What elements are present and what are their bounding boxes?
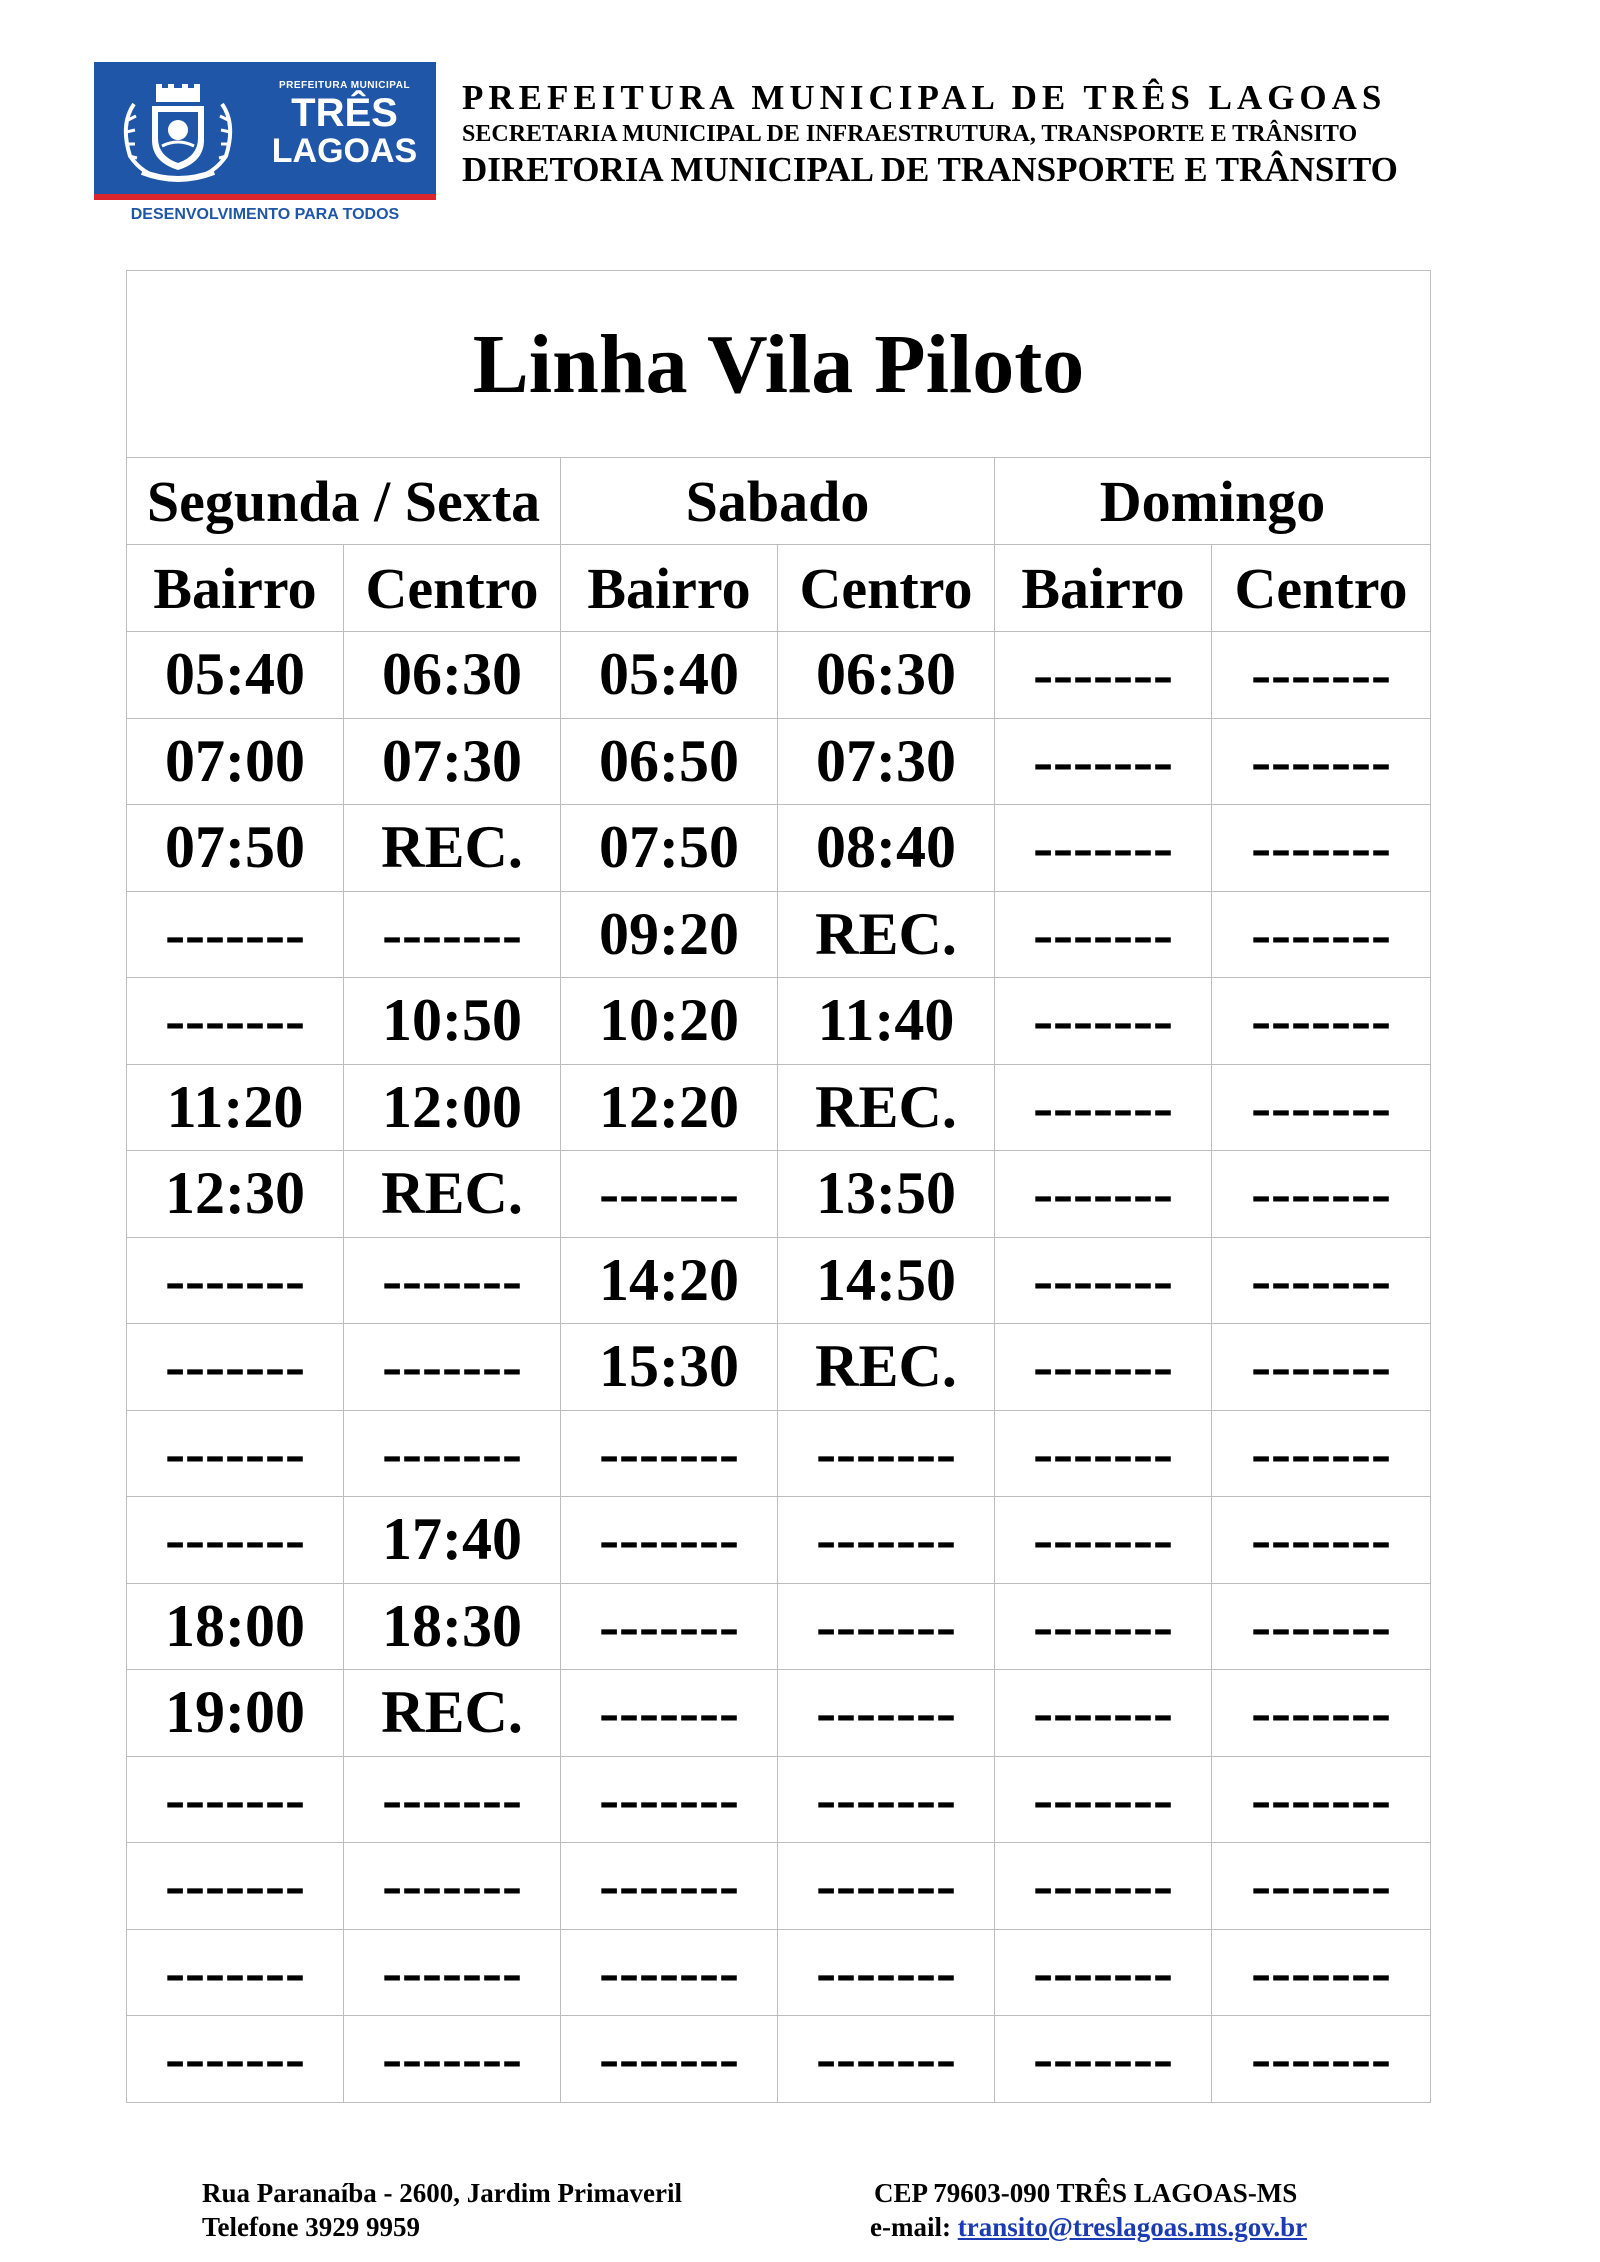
schedule-cell: REC. <box>344 1151 561 1238</box>
schedule-cell: ------- <box>995 805 1212 892</box>
schedule-cell: ------- <box>561 1410 778 1497</box>
schedule-cell: 11:40 <box>778 978 995 1065</box>
schedule-cell: ------- <box>1212 2016 1431 2103</box>
schedule-cell: ------- <box>778 1670 995 1757</box>
schedule-cell: ------- <box>127 1756 344 1843</box>
schedule-table <box>126 270 1431 2103</box>
title-row <box>127 271 1431 458</box>
logo-small-text: PREFEITURA MUNICIPAL <box>278 80 411 91</box>
schedule-cell: 14:20 <box>561 1237 778 1324</box>
schedule-row <box>127 891 1431 978</box>
footer-address: Rua Paranaíba - 2600, Jardim Primaveril <box>202 2178 682 2208</box>
schedule-cell: ------- <box>344 1410 561 1497</box>
schedule-cell: ------- <box>1212 978 1431 1065</box>
schedule-cell: REC. <box>778 1064 995 1151</box>
col-header-bairro: Bairro <box>561 545 778 632</box>
logo-banner <box>94 62 436 200</box>
schedule-cell: ------- <box>995 1410 1212 1497</box>
schedule-cell: ------- <box>995 2016 1212 2103</box>
schedule-cell: ------- <box>127 1843 344 1930</box>
schedule-cell: 13:50 <box>778 1151 995 1238</box>
schedule-cell: ------- <box>778 1497 995 1584</box>
schedule-cell: REC. <box>344 1670 561 1757</box>
schedule-cell: ------- <box>344 1324 561 1411</box>
schedule-cell: 15:30 <box>561 1324 778 1411</box>
schedule-cell: REC. <box>778 1324 995 1411</box>
prefeitura-logo <box>94 62 436 240</box>
schedule-cell: ------- <box>995 1237 1212 1324</box>
schedule-cell: ------- <box>1212 1843 1431 1930</box>
schedule-cell: ------- <box>778 1583 995 1670</box>
schedule-cell: ------- <box>1212 1497 1431 1584</box>
logo-city-line1: TRÊS <box>291 91 398 135</box>
schedule-row <box>127 718 1431 805</box>
schedule-title: Linha Vila Piloto <box>127 271 1431 458</box>
schedule-cell: 07:30 <box>778 718 995 805</box>
schedule-cell: 12:00 <box>344 1064 561 1151</box>
schedule-row <box>127 1410 1431 1497</box>
schedule-cell: ------- <box>344 1237 561 1324</box>
col-header-bairro: Bairro <box>995 545 1212 632</box>
schedule-cell: ------- <box>1212 1151 1431 1238</box>
schedule-cell: 18:00 <box>127 1583 344 1670</box>
day-sunday: Domingo <box>995 458 1431 545</box>
schedule-cell: ------- <box>561 1583 778 1670</box>
logo-city-line2: LAGOAS <box>271 132 418 170</box>
schedule-cell: ------- <box>995 1670 1212 1757</box>
schedule-cell: ------- <box>1212 805 1431 892</box>
schedule-cell: 10:20 <box>561 978 778 1065</box>
schedule-cell: ------- <box>995 1583 1212 1670</box>
schedule-cell: ------- <box>995 1497 1212 1584</box>
col-header-centro: Centro <box>1212 545 1431 632</box>
header-secretaria: SECRETARIA MUNICIPAL DE INFRAESTRUTURA, TRANSPORTE E TRÂNSITO <box>462 121 1358 147</box>
day-saturday: Sabado <box>561 458 995 545</box>
schedule-cell: ------- <box>995 1324 1212 1411</box>
footer-email-link[interactable]: transito@treslagoas.ms.gov.br <box>957 2212 1308 2242</box>
schedule-cell: ------- <box>1212 891 1431 978</box>
schedule-row <box>127 1670 1431 1757</box>
direction-header-row <box>127 545 1431 632</box>
schedule-cell: ------- <box>778 1843 995 1930</box>
col-header-bairro: Bairro <box>127 545 344 632</box>
schedule-row <box>127 1929 1431 2016</box>
col-header-centro: Centro <box>778 545 995 632</box>
schedule-row <box>127 632 1431 719</box>
schedule-cell: ------- <box>561 1151 778 1238</box>
schedule-cell: ------- <box>995 1756 1212 1843</box>
schedule-row <box>127 1064 1431 1151</box>
header-prefeitura: PREFEITURA MUNICIPAL DE TRÊS LAGOAS <box>462 78 1387 117</box>
schedule-cell: 08:40 <box>778 805 995 892</box>
schedule-cell: ------- <box>778 1929 995 2016</box>
schedule-cell: ------- <box>127 1237 344 1324</box>
schedule-cell: 19:00 <box>127 1670 344 1757</box>
schedule-cell: ------- <box>561 1843 778 1930</box>
schedule-cell: 11:20 <box>127 1064 344 1151</box>
schedule-cell: ------- <box>127 891 344 978</box>
schedule-cell: ------- <box>127 1929 344 2016</box>
schedule-cell: ------- <box>778 1756 995 1843</box>
schedule-cell: 05:40 <box>561 632 778 719</box>
schedule-row <box>127 1843 1431 1930</box>
schedule-cell: 12:20 <box>561 1064 778 1151</box>
schedule-cell: ------- <box>995 1843 1212 1930</box>
schedule-cell: ------- <box>127 2016 344 2103</box>
schedule-cell: 06:30 <box>778 632 995 719</box>
schedule-cell: 07:00 <box>127 718 344 805</box>
schedule-cell: 10:50 <box>344 978 561 1065</box>
schedule-cell: ------- <box>561 1670 778 1757</box>
schedule-cell: ------- <box>1212 632 1431 719</box>
schedule-cell: 06:30 <box>344 632 561 719</box>
schedule-row <box>127 1151 1431 1238</box>
schedule-cell: ------- <box>1212 1410 1431 1497</box>
schedule-cell: ------- <box>127 1497 344 1584</box>
schedule-cell: 05:40 <box>127 632 344 719</box>
schedule-cell: ------- <box>995 718 1212 805</box>
schedule-row <box>127 2016 1431 2103</box>
schedule-cell: 07:50 <box>127 805 344 892</box>
schedule-cell: 14:50 <box>778 1237 995 1324</box>
schedule-cell: ------- <box>344 1929 561 2016</box>
schedule-cell: ------- <box>127 1324 344 1411</box>
schedule-row <box>127 1497 1431 1584</box>
schedule-cell: ------- <box>561 2016 778 2103</box>
header-diretoria: DIRETORIA MUNICIPAL DE TRANSPORTE E TRÂNSITO <box>462 150 1398 189</box>
schedule-cell: ------- <box>778 2016 995 2103</box>
footer-email-label: e-mail: <box>870 2212 958 2242</box>
schedule-cell: ------- <box>995 1151 1212 1238</box>
schedule-cell: ------- <box>561 1756 778 1843</box>
day-weekdays: Segunda / Sexta <box>127 458 561 545</box>
col-header-centro: Centro <box>344 545 561 632</box>
schedule-cell: ------- <box>127 1410 344 1497</box>
schedule-cell: ------- <box>995 978 1212 1065</box>
schedule-row <box>127 1237 1431 1324</box>
day-header-row <box>127 458 1431 545</box>
schedule-cell: ------- <box>561 1497 778 1584</box>
schedule-cell: ------- <box>1212 1756 1431 1843</box>
schedule-cell: 09:20 <box>561 891 778 978</box>
coat-of-arms-icon <box>112 74 244 186</box>
schedule-cell: ------- <box>995 1064 1212 1151</box>
schedule-cell: ------- <box>344 891 561 978</box>
schedule-row <box>127 1583 1431 1670</box>
schedule-cell: ------- <box>995 632 1212 719</box>
footer-phone: Telefone 3929 9959 <box>202 2212 420 2242</box>
schedule-cell: ------- <box>1212 718 1431 805</box>
schedule-cell: ------- <box>1212 1583 1431 1670</box>
schedule-cell: ------- <box>1212 1324 1431 1411</box>
schedule-cell: ------- <box>1212 1064 1431 1151</box>
schedule-cell: ------- <box>778 1410 995 1497</box>
schedule-cell: ------- <box>995 891 1212 978</box>
footer-cep: CEP 79603-090 TRÊS LAGOAS-MS <box>874 2178 1298 2208</box>
logo-tagline: DESENVOLVIMENTO PARA TODOS <box>130 206 400 223</box>
schedule-row <box>127 1756 1431 1843</box>
schedule-row <box>127 805 1431 892</box>
schedule-cell: ------- <box>127 978 344 1065</box>
schedule-cell: ------- <box>344 1756 561 1843</box>
schedule-cell: ------- <box>995 1929 1212 2016</box>
schedule-cell: 06:50 <box>561 718 778 805</box>
schedule-cell: ------- <box>1212 1929 1431 2016</box>
schedule-cell: 07:50 <box>561 805 778 892</box>
schedule-cell: ------- <box>1212 1670 1431 1757</box>
schedule-cell: 17:40 <box>344 1497 561 1584</box>
schedule-cell: 07:30 <box>344 718 561 805</box>
schedule-cell: 12:30 <box>127 1151 344 1238</box>
schedule-cell: ------- <box>344 1843 561 1930</box>
footer-email-block <box>870 2212 1307 2243</box>
schedule-cell: ------- <box>1212 1237 1431 1324</box>
schedule-cell: REC. <box>778 891 995 978</box>
schedule-row <box>127 978 1431 1065</box>
schedule-cell: ------- <box>561 1929 778 2016</box>
schedule-cell: 18:30 <box>344 1583 561 1670</box>
schedule-cell: REC. <box>344 805 561 892</box>
schedule-cell: ------- <box>344 2016 561 2103</box>
schedule-row <box>127 1324 1431 1411</box>
